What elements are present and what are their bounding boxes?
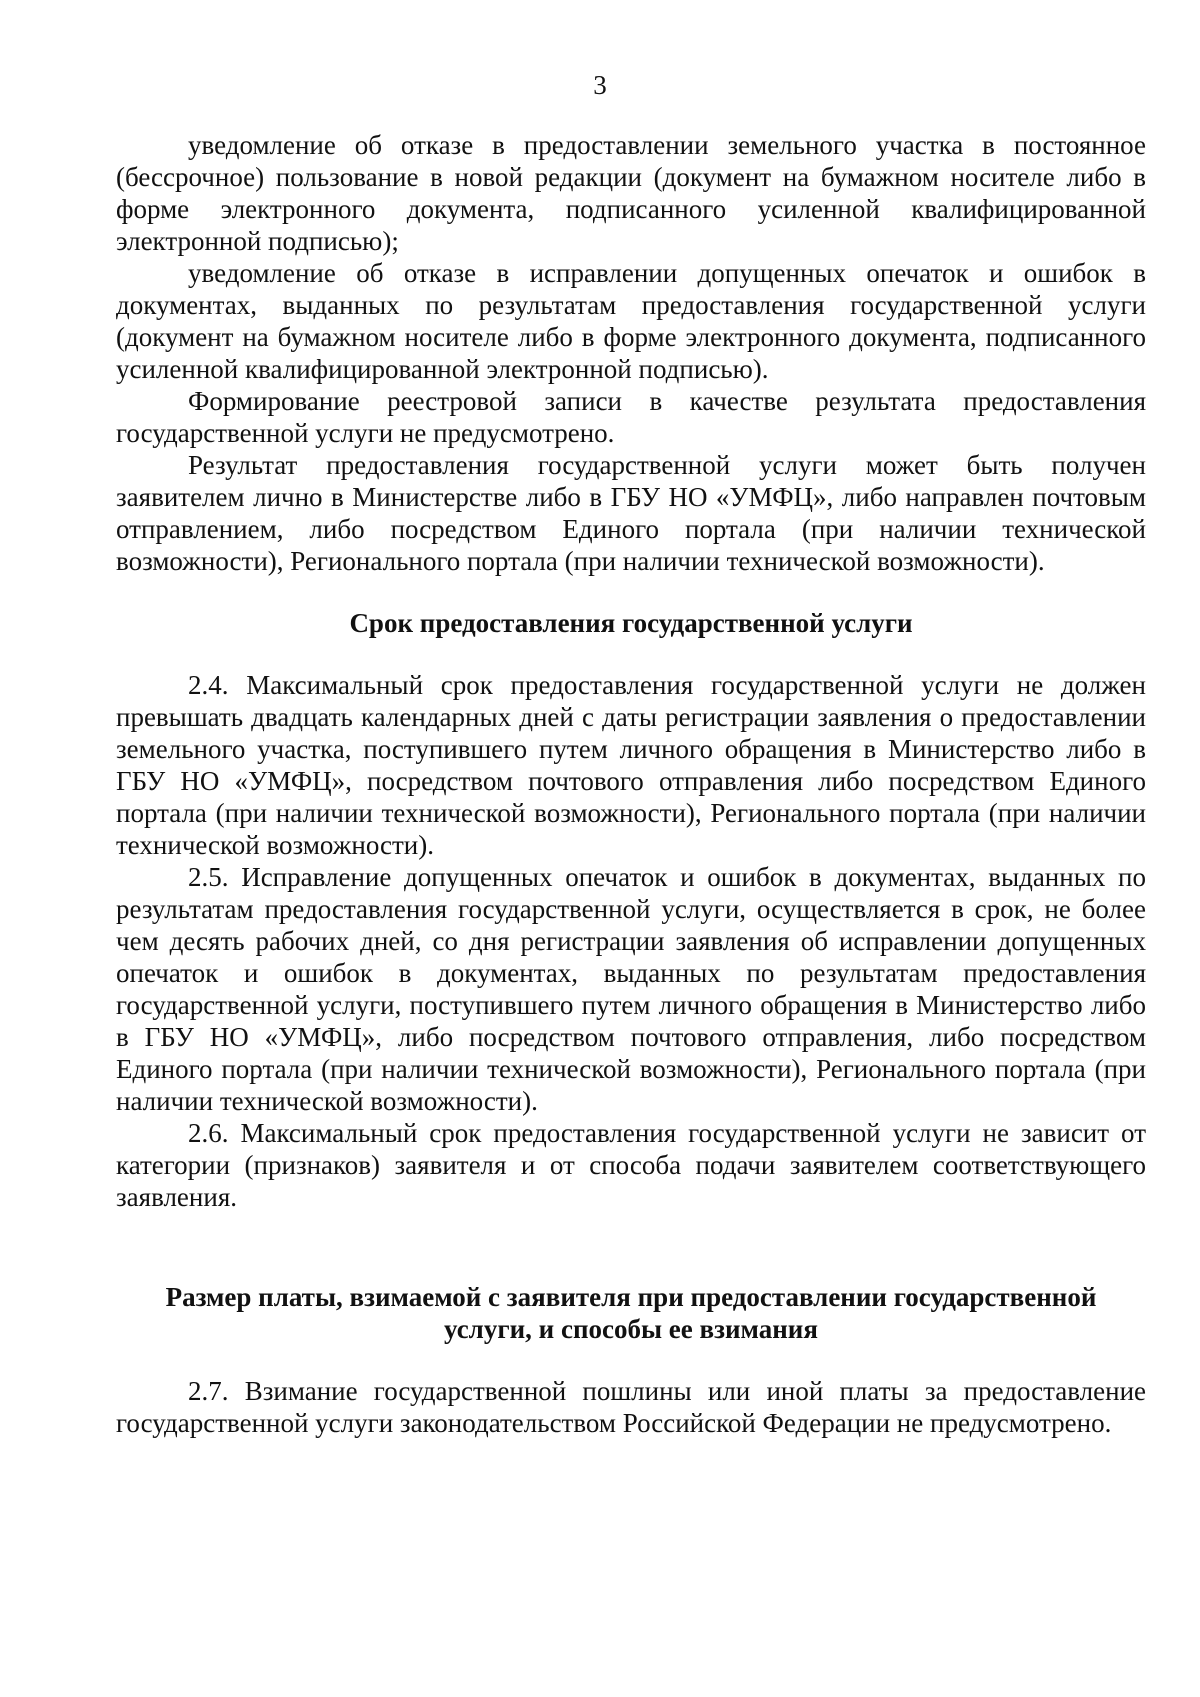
section-heading-fee-line2: услуги, и способы ее взимания (444, 1314, 818, 1344)
paragraph-2-6: 2.6. Максимальный срок предоставления государственной услуги не зависит от категории (признаков) заявителя и от способа подачи заявителем соответствующего заявления. (116, 1118, 1146, 1212)
paragraph-2-5: 2.5. Исправление допущенных опечаток и ошибок в документах, выданных по результатам предоставления государственной услуги, осуществляется в срок, не более чем десять рабочих дней, со дня регистрации заявления об исправлении допущенных опечаток и ошибок в документах, выданных по результатам предоставления государственной услуги, поступившего путем личного обращения в Министерство либо в ГБУ НО «УМФЦ», либо посредством почтового отправления, либо посредством Единого портала (при наличии технической возможности), Регионального портала (при наличии технической возможности). (116, 862, 1146, 1116)
paragraph-registry-record: Формирование реестровой записи в качестве результата предоставления государственной услуги не предусмотрено. (116, 386, 1146, 448)
paragraph-refusal-notice-land: уведомление об отказе в предоставлении земельного участка в постоянное (бессрочное) пользование в новой редакции (документ на бумажном носителе либо в форме электронного документа, подписанного усиленной квалифицированной электронной подписью); (116, 130, 1146, 256)
section-heading-fee (116, 1281, 1146, 1345)
paragraph-refusal-notice-corrections: уведомление об отказе в исправлении допущенных опечаток и ошибок в документах, выданных по результатам предоставления государственной услуги (документ на бумажном носителе либо в форме электронного документа, подписанного усиленной квалифицированной электронной подписью). (116, 258, 1146, 384)
document-body (116, 129, 1146, 1439)
page-number: 3 (593, 70, 607, 100)
section-heading-service-term: Срок предоставления государственной услуги (349, 608, 913, 638)
paragraph-result-delivery: Результат предоставления государственной услуги может быть получен заявителем лично в Министерстве либо в ГБУ НО «УМФЦ», либо направлен почтовым отправлением, либо посредством Единого портала (при наличии технической возможности), Регионального портала (при наличии технической возможности). (116, 450, 1146, 576)
paragraph-2-7: 2.7. Взимание государственной пошлины или иной платы за предоставление государственной услуги законодательством Российской Федерации не предусмотрено. (116, 1376, 1146, 1438)
paragraph-2-4: 2.4. Максимальный срок предоставления государственной услуги не должен превышать двадцать календарных дней с даты регистрации заявления о предоставлении земельного участка, поступившего путем личного обращения в Министерство либо в ГБУ НО «УМФЦ», посредством почтового отправления либо посредством Единого портала (при наличии технической возможности), Регионального портала (при наличии технической возможности). (116, 670, 1146, 860)
section-heading-fee-line1: Размер платы, взимаемой с заявителя при предоставлении государственной (165, 1282, 1097, 1312)
